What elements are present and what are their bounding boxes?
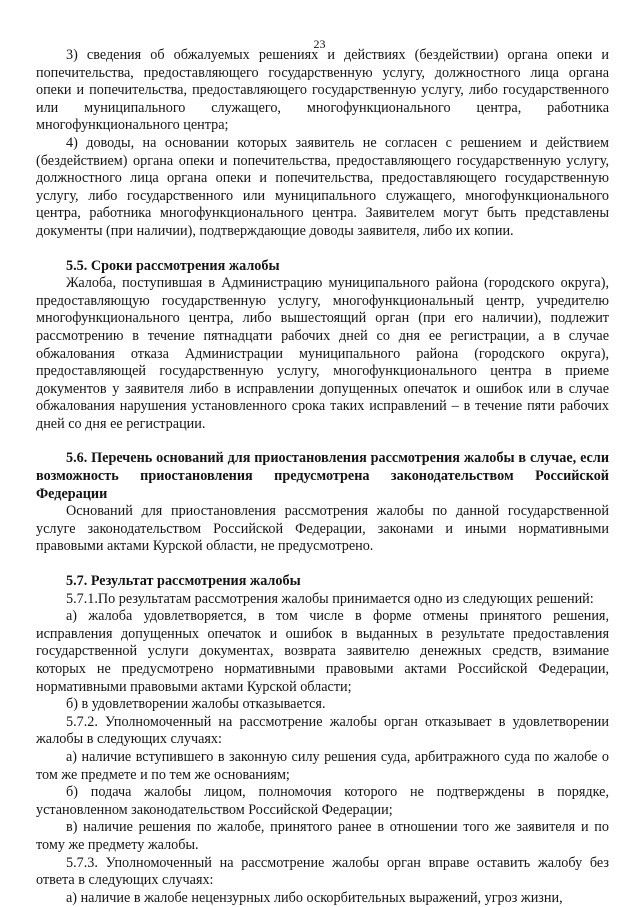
- section-heading: 5.6. Перечень оснований для приостановления рассмотрения жалобы в случае, если возможность приостановления предусмотрена законодательством Российской Федерации: [36, 450, 609, 502]
- paragraph: б) в удовлетворении жалобы отказывается.: [66, 696, 326, 713]
- paragraph: а) наличие вступившего в законную силу решения суда, арбитражного суда по жалобе о том же предмете и по тем же основаниям;: [36, 748, 609, 783]
- document-body: [36, 47, 609, 907]
- paragraph: б) подача жалобы лицом, полномочия которого не подтверждены в порядке, установленном законодательством Российской Федерации;: [36, 784, 609, 818]
- page-number: 23: [313, 37, 326, 51]
- section-heading: 5.7. Результат рассмотрения жалобы: [66, 573, 301, 590]
- paragraph: в) наличие решения по жалобе, принятого ранее в отношении того же заявителя и по тому же предмету жалобы.: [36, 819, 609, 853]
- section-gap: [36, 433, 609, 450]
- paragraph: 4) доводы, на основании которых заявитель не согласен с решением и действием (бездействием) органа опеки и попечительства, предоставляющего государственную услугу, должностного лица органа опеки и попечительства, предоставляющего государственную услугу, либо государственного или муниципального служащего, многофункционального центра, работника многофункционального центра. Заявителем могут быть представлены документы (при наличии), подтверждающие доводы заявителя, либо их копии.: [36, 134, 609, 239]
- section-gap: [36, 556, 609, 573]
- paragraph: 5.7.2. Уполномоченный на рассмотрение жалобы орган отказывает в удовлетворении жалобы в следующих случаях:: [36, 713, 609, 748]
- paragraph: Оснований для приостановления рассмотрения жалобы по данной государственной услуге законодательством Российской Федерации, законами и иными нормативными правовыми актами Курской области, не предусмотрено.: [36, 503, 609, 555]
- paragraph: 5.7.1.По результатам рассмотрения жалобы принимается одно из следующих решений:: [66, 590, 594, 607]
- paragraph: Жалоба, поступившая в Администрацию муниципального района (городского округа), предоставляющую государственную услугу, многофункциональный центр, учредителю многофункционального центра, либо вышестоящий орган (при его наличии), подлежит рассмотрению в течение пятнадцати рабочих дней со дня ее регистрации, а в случае обжалования отказа Администрации муниципального района (городского округа), предоставляющей государственную услугу, многофункционального центра в приеме документов у заявителя либо в исправлении допущенных опечаток и ошибок или в случае обжалования нарушения установленного срока таких исправлений – в течение пяти рабочих дней со дня ее регистрации.: [36, 275, 609, 432]
- section-gap: [36, 241, 609, 258]
- section-heading: 5.5. Сроки рассмотрения жалобы: [66, 257, 280, 274]
- paragraph: 3) сведения об обжалуемых решениях и действиях (бездействии) органа опеки и попечительства, предоставляющего государственную услугу, должностного лица органа опеки и попечительства, предоставляющего государственную услугу, либо государственного или муниципального служащего, многофункционального центра, работника многофункционального центра;: [36, 47, 609, 134]
- paragraph: а) наличие в жалобе нецензурных либо оскорбительных выражений, угроз жизни,: [66, 889, 563, 906]
- paragraph: 5.7.3. Уполномоченный на рассмотрение жалобы орган вправе оставить жалобу без ответа в следующих случаях:: [36, 854, 609, 889]
- paragraph: а) жалоба удовлетворяется, в том числе в форме отмены принятого решения, исправления допущенных опечаток и ошибок в выданных в результате предоставления государственной услуги документах, возврата заявителю денежных средств, взимание которых не предусмотрено нормативными правовыми актами Российской Федерации, нормативными правовыми актами Курской области;: [36, 608, 609, 695]
